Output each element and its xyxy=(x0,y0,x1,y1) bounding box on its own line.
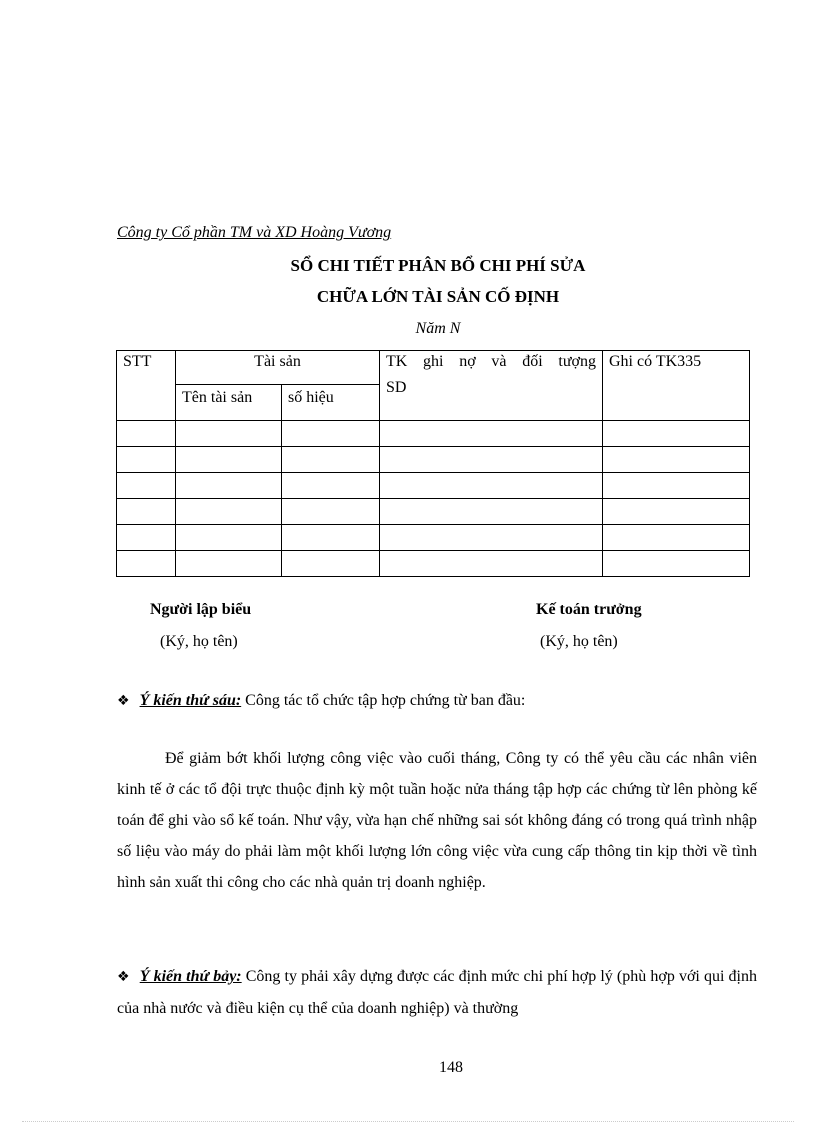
table-cell xyxy=(380,525,603,551)
table-cell xyxy=(117,421,176,447)
table-cell xyxy=(603,473,750,499)
chief-accountant-title: Kế toán trưởng xyxy=(536,601,642,618)
header-asset-group: Tài sản xyxy=(176,351,380,385)
table-cell xyxy=(603,421,750,447)
company-name: Công ty Cổ phần TM và XD Hoàng Vương xyxy=(117,224,392,241)
table-row xyxy=(117,525,750,551)
table-cell xyxy=(603,499,750,525)
diamond-bullet-icon: ❖ xyxy=(117,693,130,709)
table-cell xyxy=(117,525,176,551)
table-cell xyxy=(176,473,282,499)
section-6-body: Để giảm bớt khối lượng công việc vào cuối tháng, Công ty có thể yêu cầu các nhân viên kinh tế ở các tổ đội trực thuộc định kỳ một tuần hoặc nửa tháng tập hợp các chứng từ lên phòng kế toán để ghi vào sổ kế toán. Như vậy, vừa hạn chế những sai sót không đáng có trong quá trình nhập số liệu vào máy do phải làm một khối lượng lớn công việc vừa cung cấp thông tin kịp thời về tình hình sản xuất thi công cho các nhà quản trị doanh nghiệp. xyxy=(117,750,757,891)
footer-divider xyxy=(22,1121,794,1122)
header-asset-name: Tên tài sản xyxy=(176,385,282,421)
section-6-heading xyxy=(117,685,757,717)
section-7-text: Công ty phải xây dựng được các định mức chi phí hợp lý (phù hợp với qui định của nhà nước và điều kiện cụ thể của doanh nghiệp) và thường xyxy=(117,968,758,1017)
preparer-signature-note: (Ký, họ tên) xyxy=(160,633,238,650)
header-debit-account xyxy=(380,351,603,421)
table-cell xyxy=(282,499,380,525)
table-row xyxy=(117,551,750,577)
table-cell xyxy=(282,551,380,577)
document-title-line-2: CHỮA LỚN TÀI SẢN CỐ ĐỊNH xyxy=(316,287,560,306)
table-cell xyxy=(603,551,750,577)
table-cell xyxy=(282,421,380,447)
table-cell xyxy=(117,551,176,577)
table-row xyxy=(117,447,750,473)
document-year: Năm N xyxy=(415,320,461,337)
table-cell xyxy=(603,525,750,551)
table-cell xyxy=(380,499,603,525)
table-cell xyxy=(176,421,282,447)
table-cell xyxy=(282,525,380,551)
diamond-bullet-icon: ❖ xyxy=(117,969,130,985)
section-7-label: Ý kiến thứ bảy: xyxy=(139,968,242,985)
table-cell xyxy=(380,551,603,577)
table-cell xyxy=(176,525,282,551)
header-stt: STT xyxy=(117,351,176,421)
table-cell xyxy=(176,447,282,473)
section-6-heading-text: Công tác tổ chức tập hợp chứng từ ban đầu: xyxy=(241,692,526,709)
table-cell xyxy=(176,499,282,525)
section-6-label: Ý kiến thứ sáu: xyxy=(139,692,242,709)
table-cell xyxy=(603,447,750,473)
header-asset-code: số hiệu xyxy=(282,385,380,421)
table-cell xyxy=(117,499,176,525)
table-cell xyxy=(380,421,603,447)
table-row xyxy=(117,421,750,447)
chief-accountant-signature-note: (Ký, họ tên) xyxy=(540,633,618,650)
ledger-table xyxy=(116,350,750,577)
table-row xyxy=(117,499,750,525)
table-cell xyxy=(282,473,380,499)
table-cell xyxy=(380,447,603,473)
table-cell xyxy=(117,473,176,499)
page-number: 148 xyxy=(439,1059,463,1076)
preparer-title: Người lập biểu xyxy=(150,601,252,618)
table-row xyxy=(117,473,750,499)
table-cell xyxy=(380,473,603,499)
table-header-row xyxy=(117,351,750,385)
header-debit-line-2: SD xyxy=(386,379,407,396)
table-cell xyxy=(117,447,176,473)
header-debit-line-1: TK ghi nợ và đối tượng xyxy=(386,353,596,370)
document-title-line-1: SỔ CHI TIẾT PHÂN BỔ CHI PHÍ SỬA xyxy=(290,256,586,275)
table-cell xyxy=(282,447,380,473)
header-credit-account: Ghi có TK335 xyxy=(603,351,750,421)
table-cell xyxy=(176,551,282,577)
section-7-paragraph xyxy=(117,961,757,1024)
